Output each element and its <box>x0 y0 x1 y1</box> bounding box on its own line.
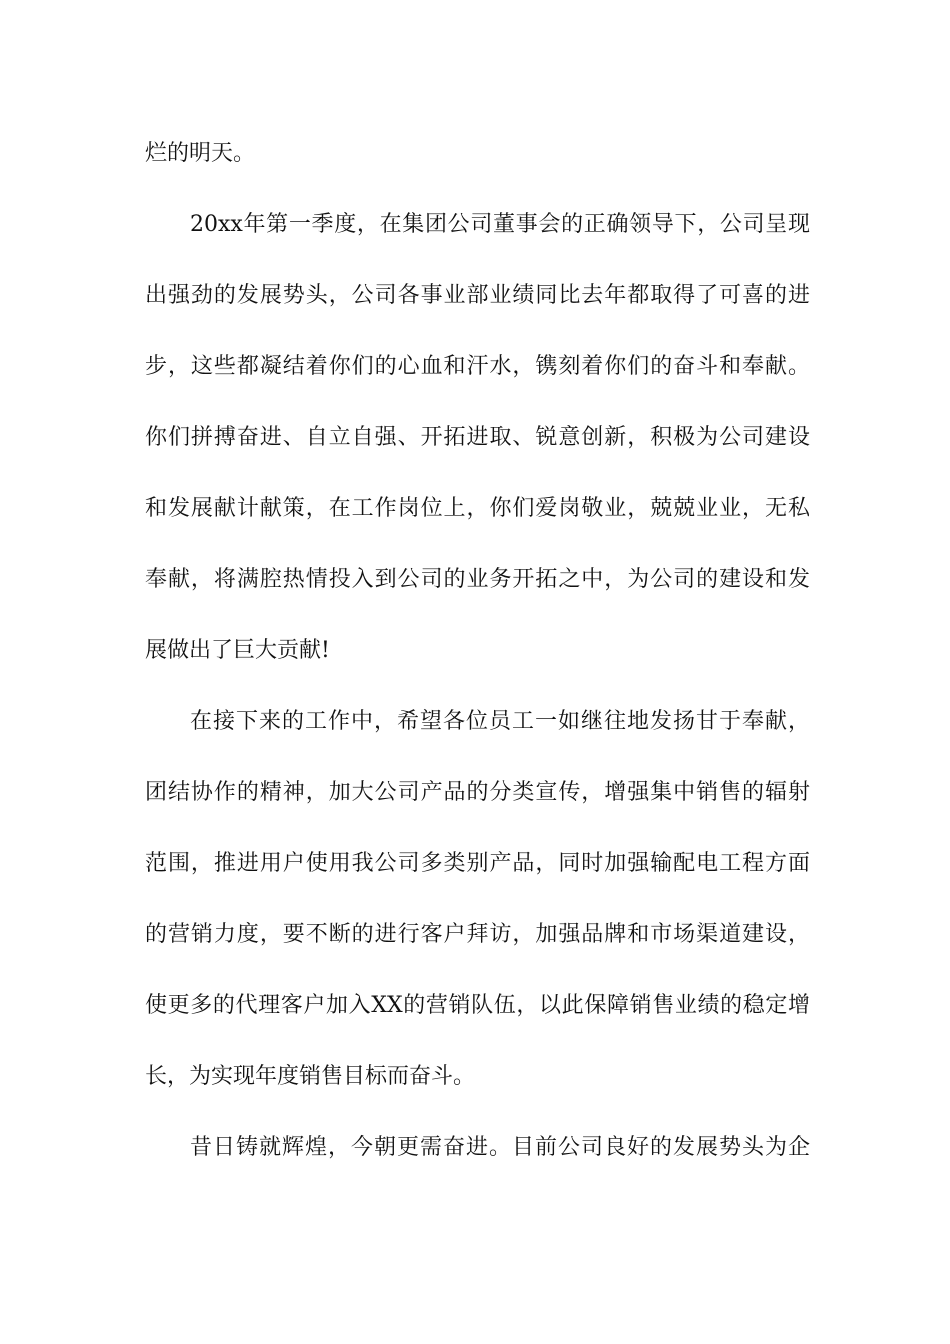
text-line: 团结协作的精神，加大公司产品的分类宣传，增强集中销售的辐射 <box>145 780 810 805</box>
text-line: 的营销力度，要不断的进行客户拜访，加强品牌和市场渠道建设， <box>145 922 810 947</box>
text-line: 和发展献计献策，在工作岗位上，你们爱岗敬业，兢兢业业，无私 <box>145 496 810 521</box>
text-line: 范围，推进用户使用我公司多类别产品，同时加强输配电工程方面 <box>145 851 810 876</box>
paragraph-first-line: 昔日铸就辉煌，今朝更需奋进。目前公司良好的发展势头为企 <box>190 1135 810 1160</box>
paragraph-first-line: 20xx年第一季度，在集团公司董事会的正确领导下，公司呈现 <box>190 212 810 237</box>
paragraph-first-line: 在接下来的工作中，希望各位员工一如继往地发扬甘于奉献， <box>190 709 810 734</box>
text-line: 步，这些都凝结着你们的心血和汗水，镌刻着你们的奋斗和奉献。 <box>145 354 810 379</box>
text-line: 出强劲的发展势头，公司各事业部业绩同比去年都取得了可喜的进 <box>145 283 810 308</box>
text-line: 使更多的代理客户加入XX的营销队伍，以此保障销售业绩的稳定增 <box>145 993 810 1018</box>
text-line: 奉献，将满腔热情投入到公司的业务开拓之中，为公司的建设和发 <box>145 567 810 592</box>
text-line: 长，为实现年度销售目标而奋斗。 <box>145 1064 476 1089</box>
text-line: 展做出了巨大贡献! <box>145 638 330 663</box>
text-line: 你们拼搏奋进、自立自强、开拓进取、锐意创新，积极为公司建设 <box>145 425 810 450</box>
text-line: 烂的明天。 <box>145 141 256 166</box>
